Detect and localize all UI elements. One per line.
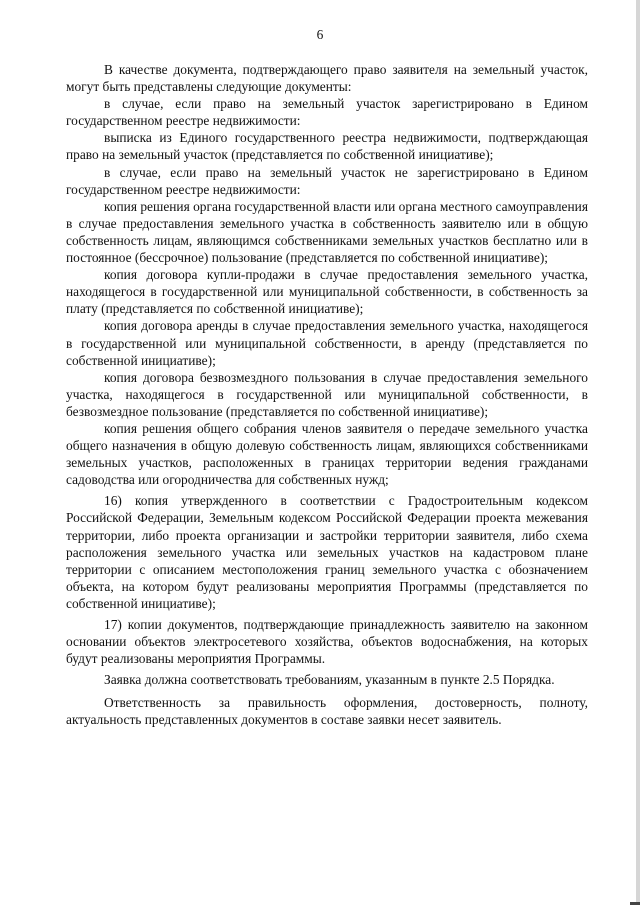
scan-edge: [636, 0, 640, 905]
paragraph-registered-case: в случае, если право на земельный участок зарегистрировано в Едином государственном реестре недвижимости:: [66, 96, 588, 129]
paragraph-documents-intro: В качестве документа, подтверждающего право заявителя на земельный участок, могут быть представлены следующие документы:: [66, 62, 588, 95]
paragraph-application-requirements: Заявка должна соответствовать требованиям, указанным в пункте 2.5 Порядка.: [104, 672, 555, 688]
paragraph-item-16: 16) копия утвержденного в соответствии с Градостроительным кодексом Российской Федерации, Земельным кодексом Российской Федерации проекта межевания территории, либо проекта организации и застройки территории заявителя, либо схема расположения земельного участка или земельных участков на кадастровом плане территории с описанием местоположения границ земельного участка с обозначением объекта, на котором будут реализованы мероприятия Программы (представляется по собственной инициативе);: [66, 493, 588, 611]
paragraph-not-registered-case: в случае, если право на земельный участок не зарегистрировано в Едином государственном реестре недвижимости:: [66, 164, 588, 197]
paragraph-authority-decision-copy: копия решения органа государственной власти или органа местного самоуправления в случае предоставления земельного участка в собственность заявителю или в общую собственность лицам, являющимся собственниками земельных участков бесплатно или в постоянное (бессрочное) пользование (представляется по собственной инициативе);: [66, 198, 588, 266]
document-body: [66, 61, 588, 729]
page-number: 6: [316, 27, 324, 42]
paragraph-lease-contract-copy: копия договора аренды в случае предоставления земельного участка, находящегося в государственной или муниципальной собственности, в аренду (представляется по собственной инициативе);: [66, 318, 588, 368]
paragraph-egrn-extract: выписка из Единого государственного реестра недвижимости, подтверждающая право на земельный участок (представляется по собственной инициативе);: [66, 130, 588, 163]
paragraph-general-meeting-decision-copy: копия решения общего собрания членов заявителя о передаче земельного участка общего назначения в общую долевую собственность лицам, являющихся собственниками земельных участков, расположенных в границах территории ведения гражданами садоводства или огородничества для собственных нужд;: [66, 420, 588, 488]
paragraph-sale-contract-copy: копия договора купли-продажи в случае предоставления земельного участка, находящегося в государственной или муниципальной собственности, в собственность за плату (представляется по собственной инициативе);: [66, 267, 588, 317]
paragraph-applicant-responsibility: Ответственность за правильность оформления, достоверность, полноту, актуальность представленных документов в составе заявки несет заявитель.: [66, 695, 588, 728]
paragraph-item-17: 17) копии документов, подтверждающие принадлежность заявителю на законном основании объектов электросетевого хозяйства, объектов водоснабжения, на которых будут реализованы мероприятия Программы.: [66, 617, 588, 667]
paragraph-free-use-contract-copy: копия договора безвозмездного пользования в случае предоставления земельного участка, находящегося в государственной или муниципальной собственности, в безвозмездное пользование (представляется по собственной инициативе);: [66, 369, 588, 419]
